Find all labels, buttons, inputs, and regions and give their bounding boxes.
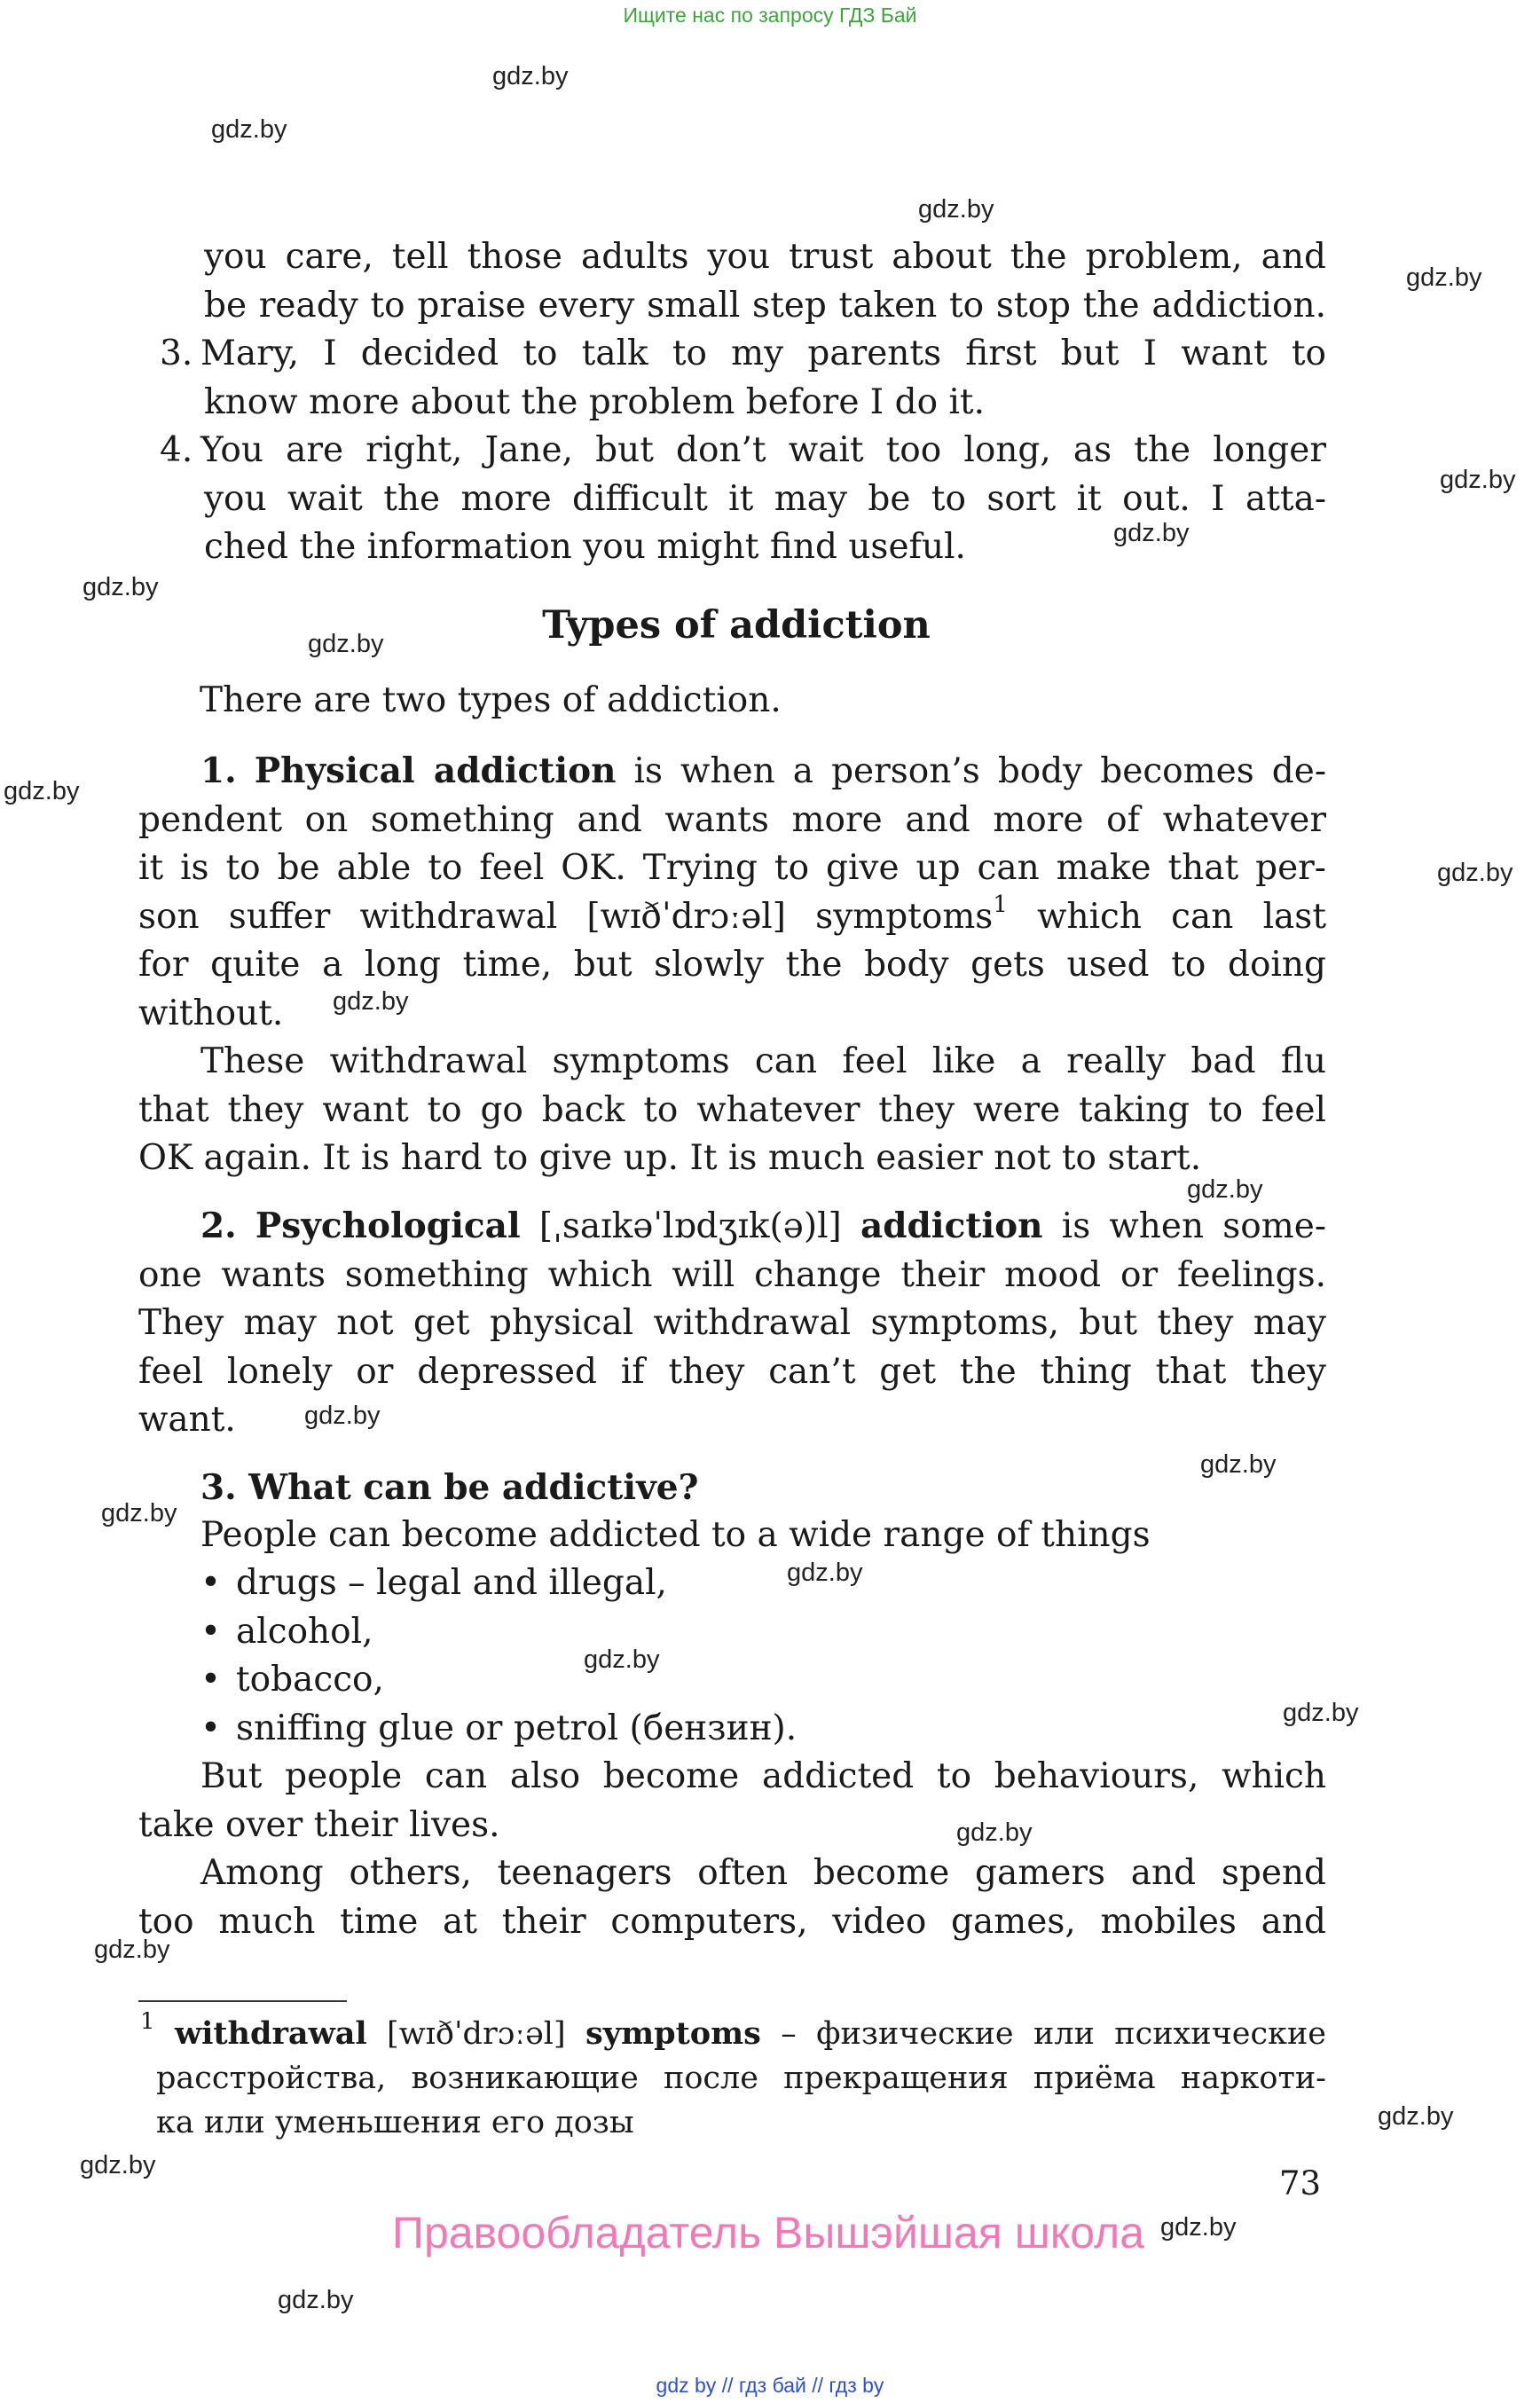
watermark: gdz.by <box>1160 2213 1237 2242</box>
text-line: you care, tell those adults you trust about the problem, and <box>204 237 1326 277</box>
watermark: gdz.by <box>4 777 80 805</box>
list-item-continuation: ched the information you might find useful. <box>204 527 966 567</box>
watermark: gdz.by <box>1406 263 1482 292</box>
text-fragment: son suffer withdrawal [wɪðˈdrɔːəl] symptoms <box>138 896 994 937</box>
footnote-line: ка или уменьшения его дозы <box>156 2105 634 2140</box>
list-item-continuation: know more about the problem before I do it. <box>204 381 985 422</box>
withdrawal-paragraph <box>138 1038 1326 1183</box>
footnote-line: расстройства, возникающие после прекращения приёма наркоти- <box>156 2061 1326 2096</box>
item-text: Mary, I decided to talk to my parents first but I want to <box>200 334 1326 373</box>
watermark: gdz.by <box>333 987 409 1016</box>
text-line <box>138 747 1326 797</box>
text-line: pendent on something and wants more and more of whatever <box>138 799 1326 840</box>
text-line: OK again. It is hard to give up. It is much easier not to start. <box>138 1138 1202 1178</box>
rights-holder: Правообладатель Вышэйшая школа <box>392 2208 1144 2258</box>
list-item-continuation: you wait the more difficult it may be to sort it out. I atta- <box>204 478 1326 519</box>
text-fragment: which can last <box>1007 896 1326 937</box>
text-line: But people can also become addicted to behaviours, which <box>200 1756 1326 1796</box>
bottom-links[interactable]: gdz by // гдз бай // гдз by <box>656 2374 884 2397</box>
text-line: feel lonely or depressed if they can’t get the thing that they <box>138 1351 1326 1392</box>
watermark: gdz.by <box>1283 1699 1359 1727</box>
watermark: gdz.by <box>101 1499 177 1527</box>
watermark: gdz.by <box>82 573 159 601</box>
watermark: gdz.by <box>211 115 287 144</box>
item-text: drugs – legal and illegal, <box>236 1563 667 1603</box>
item-number: 3. <box>160 334 193 373</box>
list-item <box>200 1608 797 1657</box>
top-banner[interactable]: Ищите нас по запросу ГДЗ Бай <box>623 4 917 27</box>
item-text: sniffing glue or petrol (бензин). <box>236 1708 798 1748</box>
list-item <box>200 1656 797 1705</box>
watermark: gdz.by <box>1113 519 1190 547</box>
watermark: gdz.by <box>584 1645 660 1674</box>
bullet-list <box>200 1559 797 1753</box>
list-item <box>200 1559 797 1608</box>
text-line <box>138 1202 1326 1252</box>
watermark: gdz.by <box>80 2151 156 2179</box>
psychological-addiction-paragraph <box>138 1202 1326 1445</box>
item-number: 4. <box>160 430 193 470</box>
watermark: gdz.by <box>94 1936 170 1964</box>
item-number: 1. <box>200 750 237 791</box>
watermark: gdz.by <box>278 2286 354 2314</box>
watermark: gdz.by <box>1187 1175 1263 1204</box>
physical-addiction-paragraph <box>138 747 1326 1038</box>
term: Physical addiction <box>254 750 617 791</box>
watermark: gdz.by <box>1378 2102 1454 2131</box>
text-line: They may not get physical withdrawal symptoms, but they may <box>138 1303 1326 1343</box>
gamers-paragraph <box>138 1849 1326 1946</box>
text-line: These withdrawal symptoms can feel like a really bad flu <box>200 1041 1326 1081</box>
text-fragment: is when a person’s body becomes de- <box>616 751 1326 791</box>
text-fragment: is when some- <box>1042 1206 1326 1246</box>
item-text: tobacco, <box>236 1660 384 1700</box>
text-line: one wants something which will change their mood or feelings. <box>138 1254 1326 1295</box>
phonetic: [wɪðˈdrɔːəl] <box>366 2016 586 2052</box>
watermark: gdz.by <box>1200 1450 1277 1479</box>
term: withdrawal <box>174 2015 367 2052</box>
text-line: be ready to praise every small step taken to stop the addiction. <box>204 285 1326 326</box>
list-item <box>200 1705 797 1754</box>
text-line: Among others, teenagers often become gamers and spend <box>200 1853 1326 1893</box>
footnote-mark: 1 <box>993 892 1008 918</box>
phonetic: [ˌsaɪkəˈlɒdʒɪk(ə)l] <box>520 1206 860 1246</box>
item-text: You are right, Jane, but don’t wait too long, as the longer <box>200 430 1326 470</box>
heading-text: 3. What can be addictive? <box>200 1467 699 1508</box>
watermark: gdz.by <box>308 630 384 658</box>
behaviours-paragraph <box>138 1753 1326 1849</box>
text-fragment: – физические или психические <box>760 2016 1326 2052</box>
text-line <box>138 893 1326 942</box>
section-title: Types of addiction <box>542 603 931 648</box>
subsection-heading <box>200 1464 698 1513</box>
item-number: 2. <box>200 1205 237 1246</box>
text-line: that they want to go back to whatever they were taking to feel <box>138 1089 1326 1130</box>
watermark: gdz.by <box>492 62 569 90</box>
bullet-icon: • <box>200 1708 222 1748</box>
list-intro: People can become addicted to a wide range of things <box>200 1515 1151 1555</box>
term: addiction <box>860 1205 1043 1246</box>
watermark: gdz.by <box>956 1818 1033 1847</box>
watermark: gdz.by <box>1440 466 1516 494</box>
footnote-mark: 1 <box>140 2012 155 2036</box>
watermark: gdz.by <box>1437 859 1513 887</box>
intro-paragraph <box>204 233 1326 330</box>
text-line: want. <box>138 1400 236 1440</box>
footnote-divider <box>138 2000 347 2002</box>
bullet-icon: • <box>200 1563 222 1603</box>
bullet-icon: • <box>200 1660 222 1700</box>
watermark: gdz.by <box>918 195 994 224</box>
page-number: 73 <box>1279 2164 1322 2203</box>
list-item <box>160 427 1326 475</box>
intro-sentence: There are two types of addiction. <box>200 680 782 720</box>
footnote-line <box>140 2012 1326 2056</box>
text-line: too much time at their computers, video games, mobiles and <box>138 1901 1326 1942</box>
text-line: without. <box>138 993 284 1033</box>
text-line: take over their lives. <box>138 1804 500 1845</box>
watermark: gdz.by <box>787 1559 863 1587</box>
term: symptoms <box>585 2015 761 2052</box>
term: Psychological <box>255 1205 521 1246</box>
text-line: for quite a long time, but slowly the body gets used to doing <box>138 945 1326 985</box>
text-line: it is to be able to feel OK. Trying to give up can make that per- <box>138 848 1326 888</box>
numbered-list <box>160 330 1326 572</box>
footnote <box>140 2012 1326 2145</box>
list-item <box>160 330 1326 379</box>
item-text: alcohol, <box>236 1611 373 1652</box>
bullet-icon: • <box>200 1611 222 1652</box>
watermark: gdz.by <box>304 1402 381 1430</box>
